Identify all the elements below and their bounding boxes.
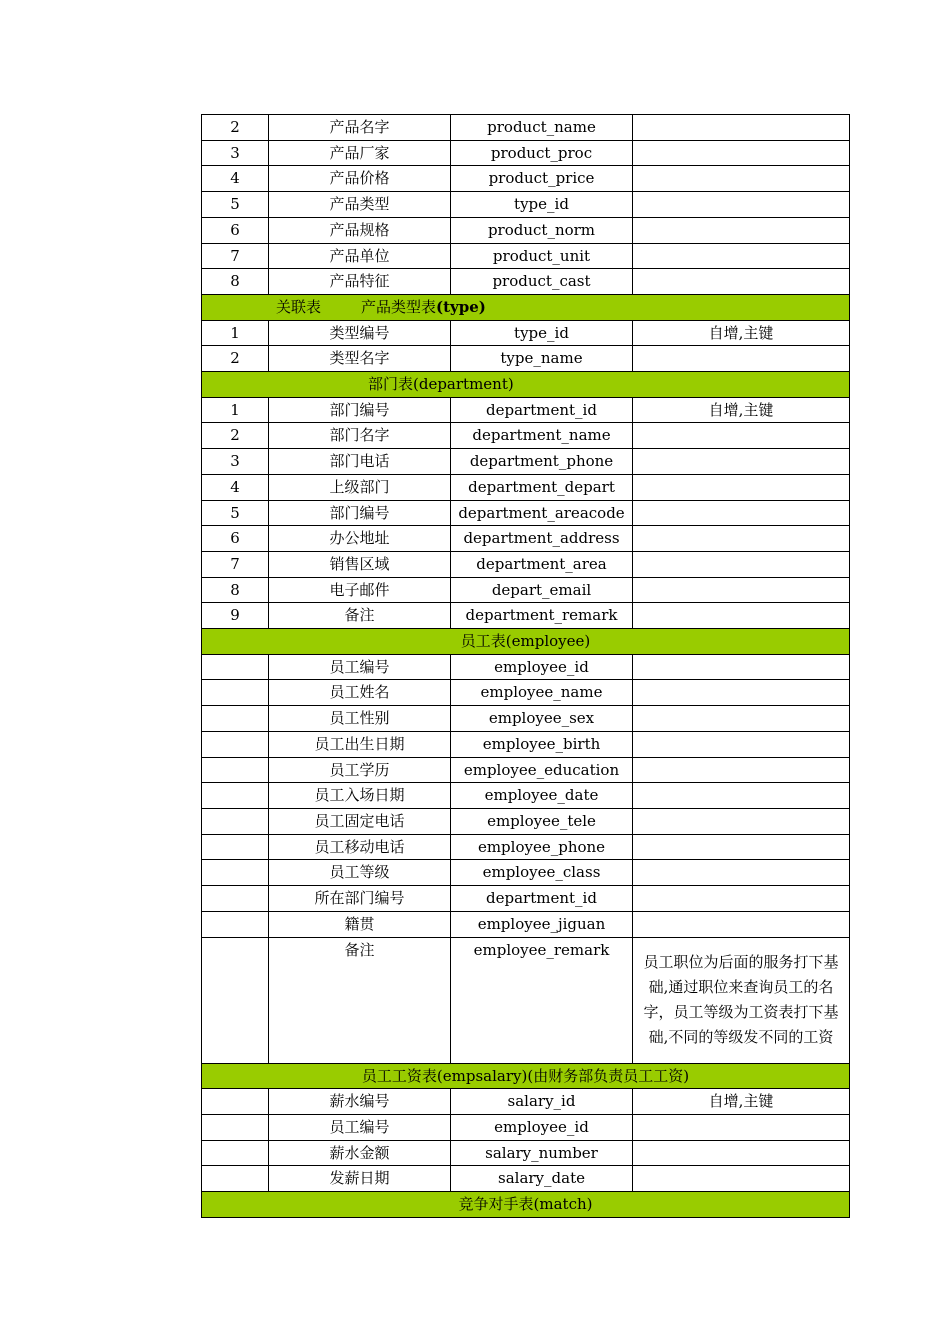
field-note	[633, 346, 850, 372]
row-number	[202, 1089, 269, 1115]
field-label: 产品类型	[269, 192, 451, 218]
table-row	[202, 886, 850, 912]
field-label: 员工固定电话	[269, 808, 451, 834]
field-note	[633, 783, 850, 809]
field-note	[633, 192, 850, 218]
section-title-salary: 员工工资表(empsalary)(由财务部负责员工工资)	[202, 1063, 850, 1089]
field-name: product_proc	[451, 140, 633, 166]
field-label: 员工等级	[269, 860, 451, 886]
field-name: department_remark	[451, 603, 633, 629]
table-row	[202, 577, 850, 603]
row-number	[202, 680, 269, 706]
field-note: 自增,主键	[633, 320, 850, 346]
table-row-remark	[202, 937, 850, 1063]
table-row	[202, 346, 850, 372]
row-number	[202, 808, 269, 834]
field-name: employee_sex	[451, 706, 633, 732]
table-row	[202, 834, 850, 860]
field-name: department_id	[451, 886, 633, 912]
table-row	[202, 757, 850, 783]
field-name: employee_education	[451, 757, 633, 783]
row-number: 3	[202, 449, 269, 475]
field-label: 员工学历	[269, 757, 451, 783]
field-label: 员工性别	[269, 706, 451, 732]
field-note	[633, 423, 850, 449]
row-number	[202, 1114, 269, 1140]
row-number: 6	[202, 217, 269, 243]
field-note	[633, 886, 850, 912]
section-key: (type)	[436, 297, 486, 316]
field-name: type_name	[451, 346, 633, 372]
section-title: 产品类型表	[361, 297, 437, 316]
table-row	[202, 140, 850, 166]
table-row	[202, 603, 850, 629]
row-number: 7	[202, 551, 269, 577]
field-note	[633, 115, 850, 141]
field-name: employee_birth	[451, 731, 633, 757]
field-note	[633, 449, 850, 475]
field-name: department_phone	[451, 449, 633, 475]
field-label: 员工入场日期	[269, 783, 451, 809]
field-label: 薪水编号	[269, 1089, 451, 1115]
row-number	[202, 1140, 269, 1166]
row-number	[202, 860, 269, 886]
field-note	[633, 1114, 850, 1140]
field-note	[633, 577, 850, 603]
row-number	[202, 937, 269, 1063]
field-name: product_name	[451, 115, 633, 141]
field-name: salary_number	[451, 1140, 633, 1166]
field-name: employee_date	[451, 783, 633, 809]
section-header-type	[202, 294, 850, 320]
field-note	[633, 731, 850, 757]
row-number: 2	[202, 423, 269, 449]
table-row	[202, 397, 850, 423]
field-name: employee_id	[451, 1114, 633, 1140]
row-number	[202, 834, 269, 860]
row-number: 1	[202, 397, 269, 423]
table-row	[202, 911, 850, 937]
field-note	[633, 834, 850, 860]
field-name: employee_name	[451, 680, 633, 706]
field-name: employee_class	[451, 860, 633, 886]
table-row	[202, 783, 850, 809]
row-number	[202, 886, 269, 912]
row-number	[202, 1166, 269, 1192]
field-note: 自增,主键	[633, 397, 850, 423]
table-row	[202, 1140, 850, 1166]
field-label: 员工编号	[269, 654, 451, 680]
table-row	[202, 1166, 850, 1192]
schema-table	[201, 114, 850, 1218]
row-number	[202, 911, 269, 937]
field-note	[633, 603, 850, 629]
field-note: 员工职位为后面的服务打下基础,通过职位来查询员工的名字，员工等级为工资表打下基础,不同的等级发不同的工资	[633, 937, 850, 1063]
field-label: 部门编号	[269, 397, 451, 423]
section-title-employee: 员工表(employee)	[202, 629, 850, 655]
table-row	[202, 269, 850, 295]
row-number	[202, 706, 269, 732]
field-note: 自增,主键	[633, 1089, 850, 1115]
field-name: depart_email	[451, 577, 633, 603]
field-note	[633, 860, 850, 886]
field-name: department_id	[451, 397, 633, 423]
table-row	[202, 731, 850, 757]
field-name: department_address	[451, 526, 633, 552]
table-row	[202, 320, 850, 346]
row-number: 9	[202, 603, 269, 629]
field-label: 产品特征	[269, 269, 451, 295]
row-number: 2	[202, 346, 269, 372]
field-label: 所在部门编号	[269, 886, 451, 912]
field-name: department_name	[451, 423, 633, 449]
row-number: 2	[202, 115, 269, 141]
schema-table-body	[202, 115, 850, 1218]
field-name: department_areacode	[451, 500, 633, 526]
section-header-employee	[202, 629, 850, 655]
table-row	[202, 449, 850, 475]
table-row	[202, 423, 850, 449]
row-number: 8	[202, 269, 269, 295]
table-row	[202, 706, 850, 732]
field-note	[633, 551, 850, 577]
field-label: 员工姓名	[269, 680, 451, 706]
field-label: 员工出生日期	[269, 731, 451, 757]
field-label: 员工移动电话	[269, 834, 451, 860]
field-note	[633, 243, 850, 269]
field-label: 薪水金额	[269, 1140, 451, 1166]
field-label: 备注	[269, 937, 451, 1063]
field-note	[633, 166, 850, 192]
field-label: 发薪日期	[269, 1166, 451, 1192]
table-row	[202, 217, 850, 243]
field-name: employee_tele	[451, 808, 633, 834]
table-row	[202, 551, 850, 577]
field-note	[633, 706, 850, 732]
field-note	[633, 500, 850, 526]
field-note	[633, 654, 850, 680]
field-label: 部门编号	[269, 500, 451, 526]
table-row	[202, 1089, 850, 1115]
field-note	[633, 808, 850, 834]
row-number: 7	[202, 243, 269, 269]
field-label: 产品规格	[269, 217, 451, 243]
section-title-department: 部门表(department)	[202, 372, 850, 398]
field-name: type_id	[451, 320, 633, 346]
row-number	[202, 757, 269, 783]
field-label: 产品名字	[269, 115, 451, 141]
field-name: product_norm	[451, 217, 633, 243]
section-header-match	[202, 1192, 850, 1218]
field-name: department_area	[451, 551, 633, 577]
field-note	[633, 526, 850, 552]
row-number: 5	[202, 500, 269, 526]
field-label: 产品厂家	[269, 140, 451, 166]
section-title-match: 竞争对手表(match)	[202, 1192, 850, 1218]
field-note	[633, 474, 850, 500]
field-label: 部门电话	[269, 449, 451, 475]
field-name: employee_id	[451, 654, 633, 680]
table-row	[202, 474, 850, 500]
row-number: 4	[202, 166, 269, 192]
field-note	[633, 217, 850, 243]
field-label: 电子邮件	[269, 577, 451, 603]
field-name: product_cast	[451, 269, 633, 295]
table-row	[202, 115, 850, 141]
field-note	[633, 1166, 850, 1192]
row-number	[202, 783, 269, 809]
table-row	[202, 192, 850, 218]
field-name: type_id	[451, 192, 633, 218]
table-row	[202, 500, 850, 526]
field-label: 部门名字	[269, 423, 451, 449]
field-label: 类型编号	[269, 320, 451, 346]
field-label: 销售区域	[269, 551, 451, 577]
table-row	[202, 860, 850, 886]
field-note	[633, 269, 850, 295]
field-label: 备注	[269, 603, 451, 629]
field-label: 上级部门	[269, 474, 451, 500]
field-name: employee_phone	[451, 834, 633, 860]
field-name: salary_date	[451, 1166, 633, 1192]
row-number: 5	[202, 192, 269, 218]
table-row	[202, 243, 850, 269]
field-note	[633, 757, 850, 783]
field-name: product_unit	[451, 243, 633, 269]
field-name: employee_jiguan	[451, 911, 633, 937]
field-name: department_depart	[451, 474, 633, 500]
row-number: 4	[202, 474, 269, 500]
section-title-type	[202, 294, 850, 320]
field-note	[633, 680, 850, 706]
table-row	[202, 526, 850, 552]
row-number: 6	[202, 526, 269, 552]
row-number: 1	[202, 320, 269, 346]
section-prefix: 关联表	[276, 297, 322, 316]
row-number	[202, 654, 269, 680]
row-number	[202, 731, 269, 757]
field-label: 籍贯	[269, 911, 451, 937]
field-note	[633, 1140, 850, 1166]
field-name: product_price	[451, 166, 633, 192]
field-name: salary_id	[451, 1089, 633, 1115]
row-number: 3	[202, 140, 269, 166]
section-header-salary	[202, 1063, 850, 1089]
section-header-department	[202, 372, 850, 398]
field-label: 员工编号	[269, 1114, 451, 1140]
field-label: 产品价格	[269, 166, 451, 192]
table-row	[202, 1114, 850, 1140]
table-row	[202, 654, 850, 680]
field-note	[633, 140, 850, 166]
field-label: 类型名字	[269, 346, 451, 372]
field-label: 产品单位	[269, 243, 451, 269]
field-name: employee_remark	[451, 937, 633, 1063]
table-row	[202, 808, 850, 834]
table-row	[202, 166, 850, 192]
field-note	[633, 911, 850, 937]
field-label: 办公地址	[269, 526, 451, 552]
row-number: 8	[202, 577, 269, 603]
table-row	[202, 680, 850, 706]
